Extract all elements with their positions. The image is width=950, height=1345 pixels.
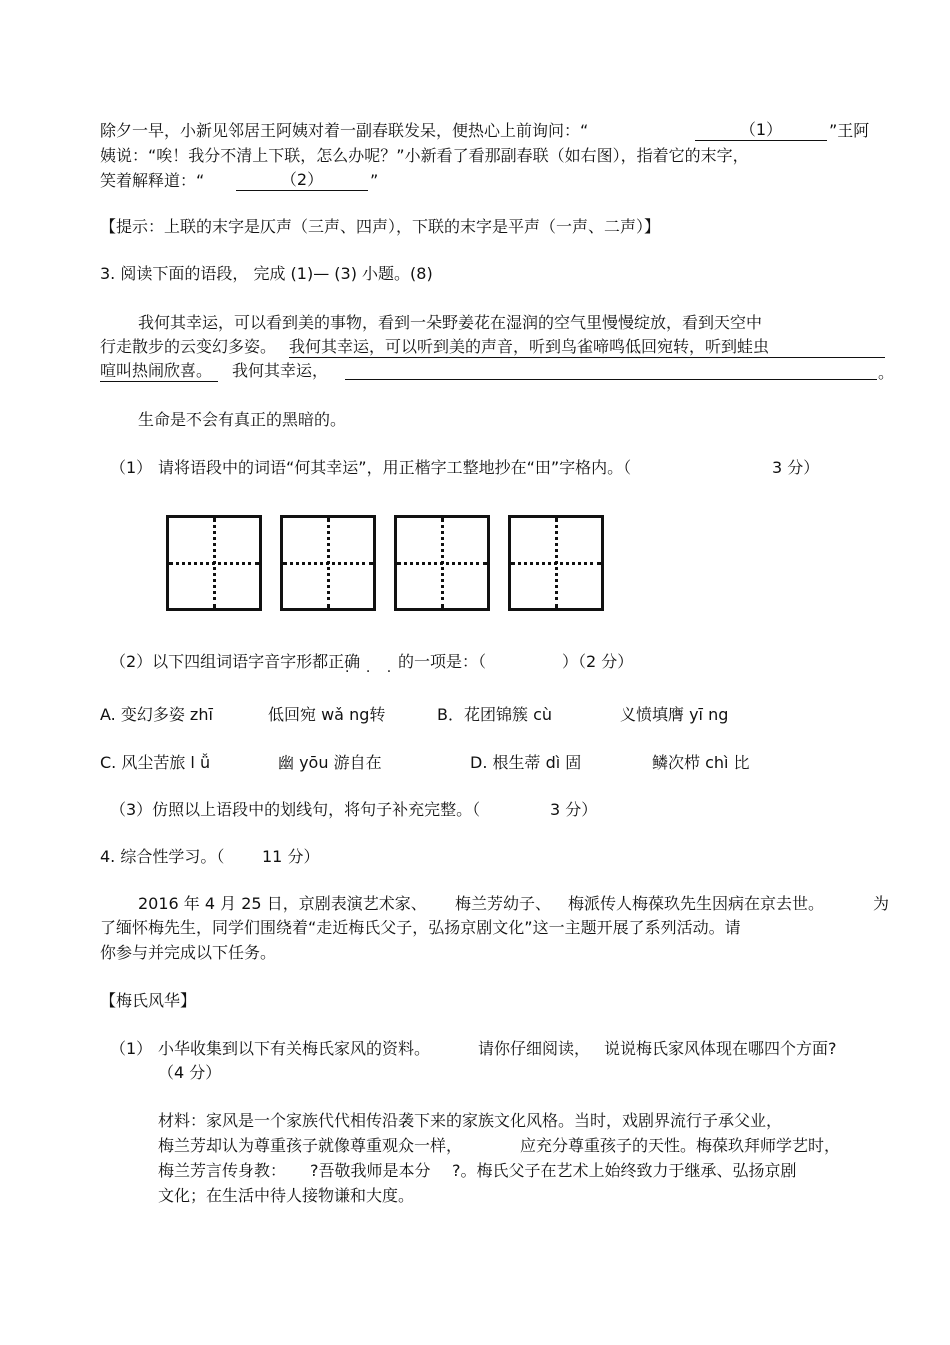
fill-in-blank-line[interactable] bbox=[345, 379, 877, 380]
answer-blank-2[interactable]: （2） bbox=[236, 170, 368, 191]
tian-grid-box-4[interactable] bbox=[508, 515, 604, 611]
material-line-4: 文化；在生活中待人接物谦和大度。 bbox=[158, 1186, 415, 1205]
question-4-score: 11 分） bbox=[262, 847, 320, 866]
material-line-3c: ?。梅氏父子在艺术上始终致力于继承、弘扬京剧 bbox=[452, 1161, 797, 1180]
material-line-1: 材料：家风是一个家族代代相传沿袭下来的家族文化风格。当时，戏剧界流行子承父业， bbox=[158, 1111, 783, 1130]
option-c-part-2: 幽 yōu 游自在 bbox=[278, 753, 382, 772]
q4-paragraph-line-1c: 梅派传人梅葆玖先生因病在京去世。 bbox=[568, 894, 825, 913]
passage-line-1: 我何其幸运，可以看到美的事物，看到一朵野姜花在湿润的空气里慢慢绽放，看到天空中 bbox=[138, 313, 763, 332]
passage-line-2a: 行走散步的云变幻多姿。 bbox=[100, 337, 277, 356]
answer-blank-1[interactable]: （1） bbox=[695, 120, 827, 141]
intro-line-1-end: ”王阿 bbox=[829, 121, 870, 140]
sub-question-2-prompt: 的一项是：（ bbox=[398, 652, 487, 671]
q4-paragraph-line-2: 了缅怀梅先生，同学们围绕着“走近梅氏父子，弘扬京剧文化”这一主题开展了系列活动。请 bbox=[100, 918, 741, 937]
intro-line-2: 姨说：“唉！我分不清上下联，怎么办呢？”小新看了看那副春联（如右图），指着它的末字， bbox=[100, 146, 749, 165]
sub-question-3-text: （3）仿照以上语段中的划线句，将句子补充完整。（ bbox=[110, 800, 481, 819]
sub-question-3-score: 3 分） bbox=[550, 800, 598, 819]
q4-paragraph-line-1b: 梅兰芳幼子、 bbox=[455, 894, 552, 913]
option-a-part-2: 低回宛 wǎ ng转 bbox=[268, 705, 386, 724]
option-a-part-1[interactable]: A. 变幻多姿 zhī bbox=[100, 705, 213, 724]
material-line-3b: ?吾敬我师是本分 bbox=[310, 1161, 431, 1180]
intro-line-1-text: 除夕一早，小新见邻居王阿姨对着一副春联发呆，便热心上前询问：“ bbox=[100, 121, 589, 140]
intro-line-1 bbox=[100, 120, 588, 142]
passage-line-4: 生命是不会有真正的黑暗的。 bbox=[138, 410, 347, 429]
underline-sentence-2 bbox=[100, 381, 218, 382]
intro-line-3-end: ” bbox=[370, 171, 379, 190]
option-b-part-1[interactable]: B．花团锦簇 cù bbox=[437, 705, 553, 724]
material-line-2a: 梅兰芳却认为尊重孩子就像尊重观众一样， bbox=[158, 1136, 463, 1155]
underline-sentence-1 bbox=[289, 357, 885, 358]
tian-grid-box-2[interactable] bbox=[280, 515, 376, 611]
intro-line-3: 笑着解释道：“ bbox=[100, 171, 205, 190]
material-line-2b: 应充分尊重孩子的天性。梅葆玖拜师学艺时， bbox=[520, 1136, 841, 1155]
passage-line-3a-underlined: 喧叫热闹欣喜。 bbox=[100, 361, 213, 380]
q4-paragraph-line-1d: 为 bbox=[873, 894, 890, 913]
option-d-part-2: 鳞次栉 chì 比 bbox=[652, 753, 750, 772]
passage-line-2b-underlined: 我何其幸运，可以听到美的声音，听到鸟雀啼鸣低回宛转，听到蛙虫 bbox=[289, 337, 770, 356]
sub-question-1-score: 3 分） bbox=[772, 458, 820, 477]
sub-question-1-text: 请将语段中的词语“何其幸运”，用正楷字工整地抄在“田”字格内。（ bbox=[158, 458, 632, 477]
hint-text: 【提示：上联的末字是仄声（三声、四声），下联的末字是平声（一声、二声）】 bbox=[100, 217, 661, 236]
sub-question-2-text: （2）以下四组词语字音字形都正确 bbox=[110, 652, 361, 671]
q4-paragraph-line-3: 你参与并完成以下任务。 bbox=[100, 943, 277, 962]
passage-line-3b: 我何其幸运， bbox=[232, 361, 329, 380]
tian-grid-box-3[interactable] bbox=[394, 515, 490, 611]
emphasis-dots: · · · bbox=[345, 664, 398, 680]
tian-grid-box-1[interactable] bbox=[166, 515, 262, 611]
q4-sub-1-text-c: 说说梅氏家风体现在哪四个方面? bbox=[604, 1039, 837, 1058]
sub-question-1-number: （1） bbox=[110, 458, 153, 477]
q4-sub-1-text-b: 请你仔细阅读， bbox=[478, 1039, 591, 1058]
q4-sub-1-text-a: 小华收集到以下有关梅氏家风的资料。 bbox=[158, 1039, 431, 1058]
section-heading: 【梅氏风华】 bbox=[100, 991, 197, 1010]
q4-sub-1-score: （4 分） bbox=[158, 1063, 222, 1082]
sub-question-2-score: ）（2 分） bbox=[562, 652, 634, 671]
q4-paragraph-line-1a: 2016 年 4 月 25 日，京剧表演艺术家、 bbox=[138, 894, 427, 913]
question-3-title: 3. 阅读下面的语段， 完成 (1)— (3) 小题。(8) bbox=[100, 264, 433, 283]
option-d-part-1[interactable]: D. 根生蒂 dì 固 bbox=[470, 753, 582, 772]
passage-line-3c: 。 bbox=[878, 363, 895, 382]
option-b-part-2: 义愤填膺 yī ng bbox=[620, 705, 729, 724]
q4-sub-1-number: （1） bbox=[110, 1039, 153, 1058]
option-c-part-1[interactable]: C. 风尘苦旅 l ǚ bbox=[100, 753, 211, 772]
question-4-title: 4. 综合性学习。（ bbox=[100, 847, 225, 866]
material-line-3a: 梅兰芳言传身教： bbox=[158, 1161, 287, 1180]
